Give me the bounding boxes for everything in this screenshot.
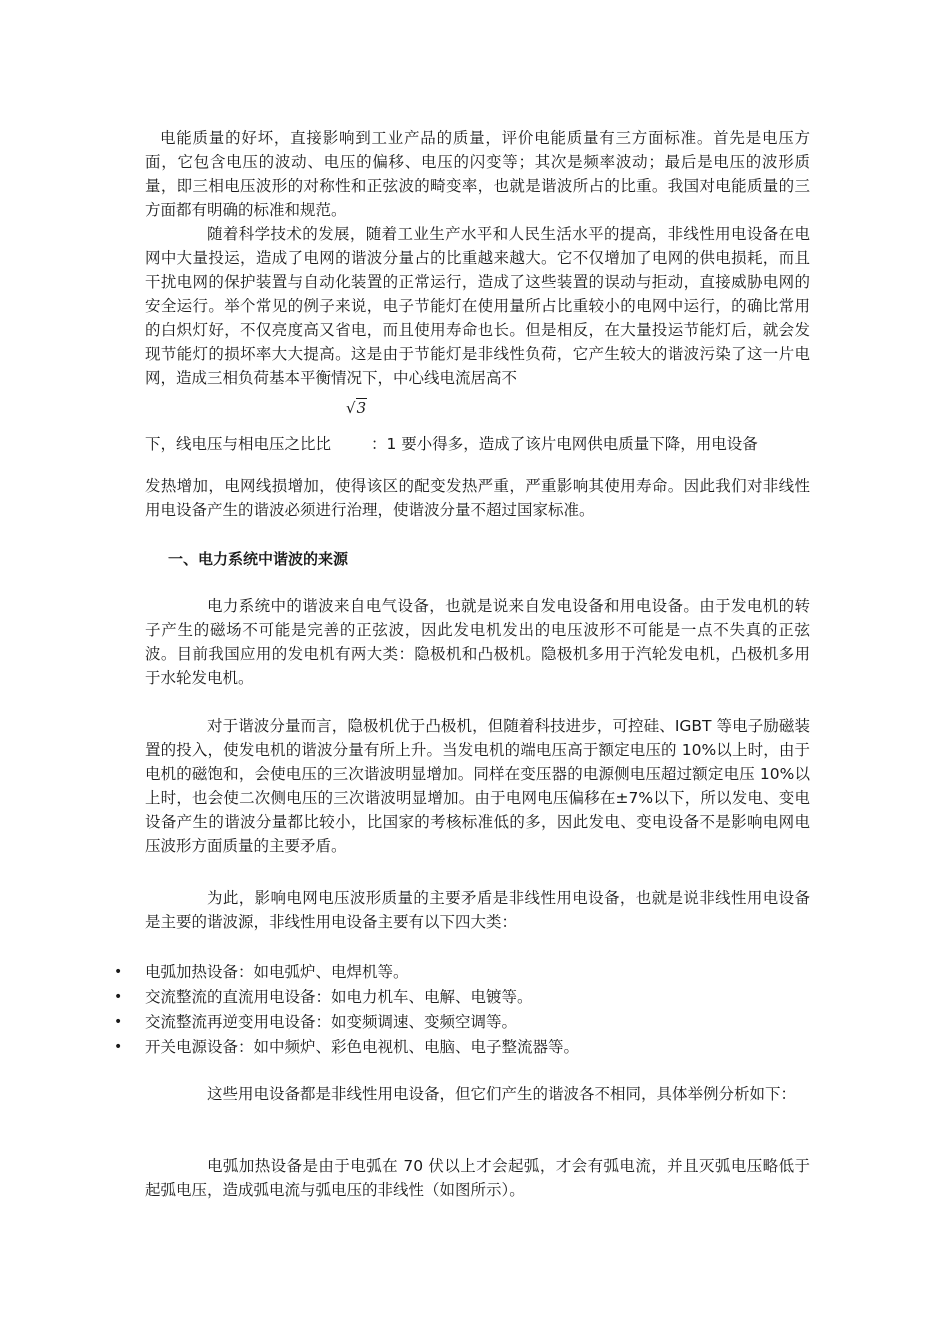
- paragraph-power-quality: 电能质量的好坏，直接影响到工业产品的质量，评价电能质量有三方面标准。首先是电压方面，它包含电压的波动、电压的偏移、电压的闪变等；其次是频率波动；最后是电压的波形质量，即三相电压波形的对称性和正弦波的畸变率，也就是谐波所占的比重。我国对电能质量的三方面都有明确的标准和规范。: [145, 129, 810, 219]
- paragraph-equipment-analysis: 这些用电设备都是非线性用电设备，但它们产生的谐波各不相同，具体举例分析如下：: [207, 1085, 797, 1103]
- paragraph-harmonic-components: 对于谐波分量而言，隐极机优于凸极机，但随着科技进步，可控硅、IGBT 等电子励磁装置的投入，使发电机的谐波分量有所上升。当发电机的端电压高于额定电压的 10%以上时，由于电机的磁饱和，会使电压的三次谐波明显增加。同样在变压器的电源侧电压超过额定电压 10%以上时，也会使二次侧电压的三次谐波明显增加。由于电网电压偏移在±7%以下，所以发电、变电设备产生的谐波分量都比较小，比国家的考核标准低的多，因此发电、变电设备不是影响电网电压波形方面质量的主要矛盾。: [145, 717, 810, 855]
- paragraph-generator-harmonics: 电力系统中的谐波来自电气设备，也就是说来自发电设备和用电设备。由于发电机的转子产生的磁场不可能是完善的正弦波，因此发电机发出的电压波形不可能是一点不失真的正弦波。目前我国应用的发电机有两大类：隐极机和凸极机。隐极机多用于汽轮发电机，凸极机多用于水轮发电机。: [145, 597, 810, 687]
- sqrt-radicand: 3: [356, 399, 367, 417]
- sqrt-three-formula: √3: [346, 399, 367, 417]
- paragraph-harmonics-consequence: 发热增加，电网线损增加，使得该区的配变发热严重，严重影响其使用寿命。因此我们对非线性用电设备产生的谐波必须进行治理，使谐波分量不超过国家标准。: [145, 477, 810, 519]
- paragraph-arc-heating: 电弧加热设备是由于电弧在 70 伏以上才会起弧，才会有弧电流，并且灭弧电压略低于起弧电压，造成弧电流与弧电压的非线性（如图所示）。: [145, 1157, 810, 1199]
- paragraph-line-ratio-a: 下，线电压与相电压之比比: [145, 435, 332, 453]
- section-heading: 一、电力系统中谐波的来源: [168, 550, 349, 568]
- paragraph-harmonics-growth: 随着科学技术的发展，随着工业生产水平和人民生活水平的提高，非线性用电设备在电网中大量投运，造成了电网的谐波分量占的比重越来越大。它不仅增加了电网的供电损耗，而且干扰电网的保护装置与自动化装置的正常运行，造成了这些装置的误动与拒动，直接威胁电网的安全运行。举个常见的例子来说，电子节能灯在使用量所占比重较小的电网中运行，的确比常用的白炽灯好，不仅亮度高又省电，而且使用寿命也长。但是相反，在大量投运节能灯后，就会发现节能灯的损坏率大大提高。这是由于节能灯是非线性负荷，它产生较大的谐波污染了这一片电网，造成三相负荷基本平衡情况下，中心线电流居高不: [145, 225, 810, 387]
- bullet-icon: •: [114, 1039, 123, 1055]
- bullet-icon: •: [114, 964, 123, 980]
- paragraph-line-ratio-b: ：1 要小得多，造成了该片电网供电质量下降，用电设备: [371, 435, 758, 453]
- bullet-icon: •: [114, 1014, 123, 1030]
- bullet-icon: •: [114, 989, 123, 1005]
- paragraph-nonlinear-sources: 为此，影响电网电压波形质量的主要矛盾是非线性用电设备，也就是说非线性用电设备是主要的谐波源，非线性用电设备主要有以下四大类：: [145, 889, 810, 931]
- document-page: 电能质量的好坏，直接影响到工业产品的质量，评价电能质量有三方面标准。首先是电压方面，它包含电压的波动、电压的偏移、电压的闪变等；其次是频率波动；最后是电压的波形质量，即三相电压波形的对称性和正弦波的畸变率，也就是谐波所占的比重。我国对电能质量的三方面都有明确的标准和规范。 随着科学技术的发展，随着工业生产水平和人民生活水平的提高，非线性用电设备在电网中大量投运，造成了电网的谐波分量占的比重越来越大。它不仅增加了电网的供电损耗，而且干扰电网的保护装置与自动化装置的正常运行，造成了这些装置的误动与拒动，直接威胁电网的安全运行。举个常见的例子来说，电子节能灯在使用量所占比重较小的电网中运行，的确比常用的白炽灯好，不仅亮度高又省电，而且使用寿命也长。但是相反，在大量投运节能灯后，就会发现节能灯的损坏率大大提高。这是由于节能灯是非线性负荷，它产生较大的谐波污染了这一片电网，造成三相负荷基本平衡情况下，中心线电流居高不 √3 下，线电压与相电压之比比 ：1 要小得多，造成了该片电网供电质量下降，用电设备 发热增加，电网线损增加，使得该区的配变发热严重，严重影响其使用寿命。因此我们对非线性用电设备产生的谐波必须进行治理，使谐波分量不超过国家标准。 一、电力系统中谐波的来源 电力系统中的谐波来自电气设备，也就是说来自发电设备和用电设备。由于发电机的转子产生的磁场不可能是完善的正弦波，因此发电机发出的电压波形不可能是一点不失真的正弦波。目前我国应用的发电机有两大类：隐极机和凸极机。隐极机多用于汽轮发电机，凸极机多用于水轮发电机。 对于谐波分量而言，隐极机优于凸极机，但随着科技进步，可控硅、IGBT 等电子励磁装置的投入，使发电机的谐波分量有所上升。当发电机的端电压高于额定电压的 10%以上时，由于电机的磁饱和，会使电压的三次谐波明显增加。同样在变压器的电源侧电压超过额定电压 10%以上时，也会使二次侧电压的三次谐波明显增加。由于电网电压偏移在±7%以下，所以发电、变电设备产生的谐波分量都比较小，比国家的考核标准低的多，因此发电、变电设备不是影响电网电压波形方面质量的主要矛盾。 为此，影响电网电压波形质量的主要矛盾是非线性用电设备，也就是说非线性用电设备是主要的谐波源，非线性用电设备主要有以下四大类： • 电弧加热设备：如电弧炉、电焊机等。 • 交流整流的直流用电设备：如电力机车、电解、电镀等。 • 交流整流再逆变用电设备：如变频调速、变频空调等。 • 开关电源设备：如中频炉、彩色电视机、电脑、电子整流器等。 这些用电设备都是非线性用电设备，但它们产生的谐波各不相同，具体举例分析如下： 电弧加热设备是由于电弧在 70 伏以上才会起弧，才会有弧电流，并且灭弧电压略低于起弧电压，造成弧电流与弧电压的非线性（如图所示）。: [0, 0, 950, 1344]
